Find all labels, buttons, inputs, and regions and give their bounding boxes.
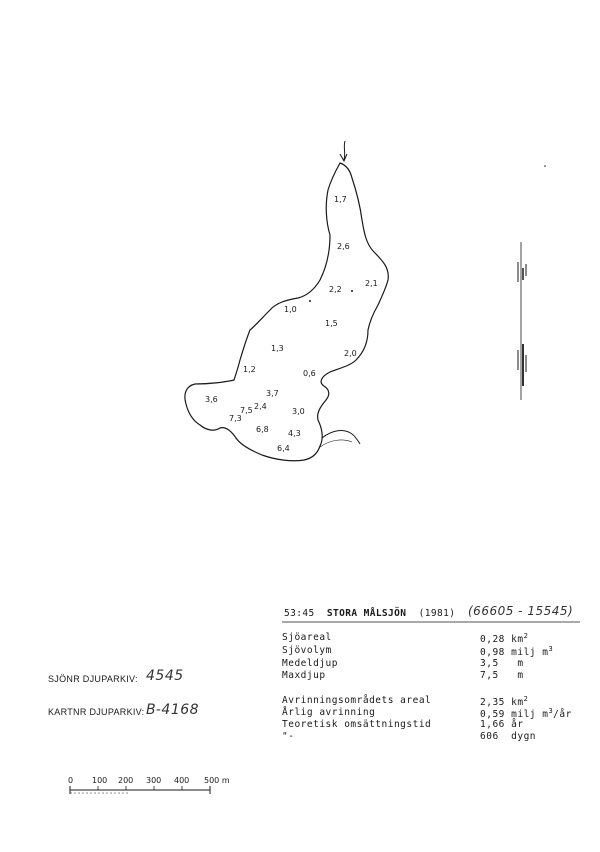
scale-tick: 200 [118,776,134,785]
sjonr-archive-label: SJÖNR DJUPARKIV: [48,674,138,684]
lake-number: 53:45 [284,608,315,619]
lake-coords: (66605 - 15545) [468,604,574,618]
stat-label: Medeldjup [282,658,338,669]
stat-value: 0,28 $km^2$ [480,632,529,646]
scale-tick: 300 [146,776,162,785]
registration-marks [518,165,546,400]
lake-header [284,608,455,619]
stat-value: 0,59 milj $m^3/år$ [480,707,572,721]
kartnr-archive-label: KARTNR DJUPARKIV: [48,707,145,717]
outflow-stream-bank [320,440,352,447]
depth-label: 2,6 [337,242,350,251]
depth-label: 2,2 [329,285,342,294]
scale-bar [68,776,230,794]
depth-label: 2,4 [254,402,267,411]
survey-year: (1981) [418,608,456,619]
depth-label: 7,3 [229,414,242,423]
scale-tick: 0 [68,776,74,785]
stat-value: 2,35 $km^2$ [480,695,529,709]
kartnr-archive-value: B-4168 [146,702,200,718]
stat-value: 7,5 m [480,670,524,681]
stat-label: Sjövolym [282,645,332,656]
depth-label: 4,3 [288,429,301,438]
depth-label: 7,5 [240,406,253,415]
sjonr-archive-value: 4545 [146,668,184,684]
stat-label: Sjöareal [282,632,332,643]
depth-label: 3,7 [266,389,279,398]
outflow-stream [322,431,360,444]
lake-name: STORA MÅLSJÖN [326,608,407,619]
depth-label: 2,1 [365,279,378,288]
stat-label: Årlig avrinning [282,707,376,718]
stat-value: 1,66 år [480,719,524,730]
scale-tick: 100 [92,776,108,785]
depth-label: 2,0 [344,349,357,358]
stat-label: Avrinningsområdets areal [282,695,432,706]
depth-label: 3,0 [292,407,305,416]
stat-label: "- [282,731,295,742]
depth-label: 1,7 [334,195,347,204]
arrow-down-icon [340,141,347,161]
scale-tick: 400 [174,776,190,785]
depth-label: 1,5 [325,319,338,328]
stat-value: 606 dygn [480,731,537,742]
stat-value: 3,5 m [480,658,524,669]
depth-label: 1,0 [284,305,297,314]
stat-label: Teoretisk omsättningstid [282,719,432,730]
depth-label: 3,6 [205,395,218,404]
stat-value: 0,98 milj $m^3$ [480,645,554,659]
depth-label: 6,4 [277,444,290,453]
depth-label: 1,2 [243,365,256,374]
depth-label: 1,3 [271,344,284,353]
depth-label: 6,8 [256,425,269,434]
scale-tick: 500 m [204,776,230,785]
stat-label: Maxdjup [282,670,326,681]
depth-label: 0,6 [303,369,316,378]
